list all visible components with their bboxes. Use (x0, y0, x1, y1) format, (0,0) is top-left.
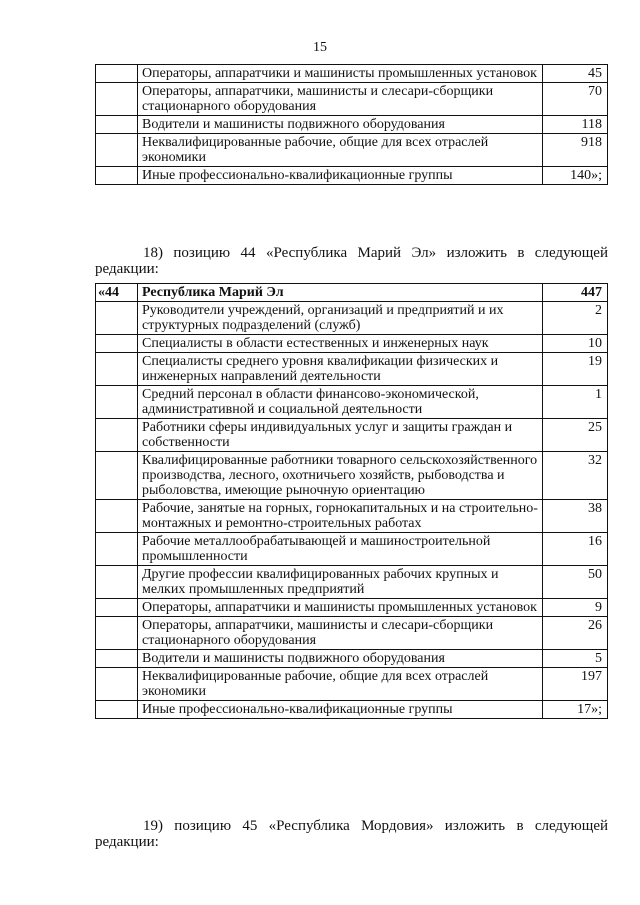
table-row (96, 353, 608, 386)
table-row (96, 302, 608, 335)
table-row (96, 566, 608, 599)
paragraph-18-line-2: редакции: (95, 261, 159, 277)
number-cell (96, 116, 138, 134)
table-row (96, 116, 608, 134)
position-number-cell: «44 (96, 284, 138, 302)
table-row (96, 83, 608, 116)
value-cell: 16 (543, 533, 608, 566)
group-label-cell: Рабочие, занятые на горных, горнокапитальных и на строительно-монтажных и ремонтно-строительных работах (138, 500, 543, 533)
value-cell: 10 (543, 335, 608, 353)
value-cell: 118 (543, 116, 608, 134)
mari-el-table (95, 283, 608, 719)
group-label-cell: Другие профессии квалифицированных рабочих крупных и мелких промышленных предприятий (138, 566, 543, 599)
number-cell (96, 167, 138, 185)
value-cell: 26 (543, 617, 608, 650)
group-label-cell: Неквалифицированные рабочие, общие для всех отраслей экономики (138, 134, 543, 167)
value-cell: 25 (543, 419, 608, 452)
group-label-cell: Иные профессионально-квалификационные группы (138, 167, 543, 185)
group-label-cell: Средний персонал в области финансово-экономической, административной и социальной деятельности (138, 386, 543, 419)
value-cell: 19 (543, 353, 608, 386)
top-table (95, 64, 608, 185)
paragraph-19-line-1: 19) позицию 45 «Республика Мордовия» изложить в следующей (143, 818, 608, 834)
group-label-cell: Неквалифицированные рабочие, общие для всех отраслей экономики (138, 668, 543, 701)
value-cell: 17»; (543, 701, 608, 719)
number-cell (96, 701, 138, 719)
number-cell (96, 65, 138, 83)
table-row (96, 599, 608, 617)
value-cell: 38 (543, 500, 608, 533)
group-label-cell: Операторы, аппаратчики, машинисты и слесари-сборщики стационарного оборудования (138, 83, 543, 116)
table-row (96, 617, 608, 650)
mari-el-table-body (96, 284, 608, 719)
group-label-cell: Операторы, аппаратчики, машинисты и слесари-сборщики стационарного оборудования (138, 617, 543, 650)
table-header-row (96, 284, 608, 302)
value-cell: 197 (543, 668, 608, 701)
region-name-cell: Республика Марий Эл (138, 284, 543, 302)
table-row (96, 386, 608, 419)
table-row (96, 335, 608, 353)
number-cell (96, 302, 138, 335)
group-label-cell: Рабочие металлообрабатывающей и машиностроительной промышленности (138, 533, 543, 566)
group-label-cell: Руководители учреждений, организаций и предприятий и их структурных подразделений (служб) (138, 302, 543, 335)
paragraph-18 (95, 245, 608, 277)
table-row (96, 701, 608, 719)
number-cell (96, 533, 138, 566)
table-row (96, 650, 608, 668)
group-label-cell: Иные профессионально-квалификационные группы (138, 701, 543, 719)
value-cell: 45 (543, 65, 608, 83)
value-cell: 5 (543, 650, 608, 668)
table-row (96, 452, 608, 500)
page-number: 15 (313, 40, 327, 55)
group-label-cell: Водители и машинисты подвижного оборудования (138, 650, 543, 668)
group-label-cell: Водители и машинисты подвижного оборудования (138, 116, 543, 134)
number-cell (96, 668, 138, 701)
value-cell: 50 (543, 566, 608, 599)
number-cell (96, 650, 138, 668)
number-cell (96, 419, 138, 452)
value-cell: 70 (543, 83, 608, 116)
number-cell (96, 599, 138, 617)
group-label-cell: Операторы, аппаратчики и машинисты промышленных установок (138, 65, 543, 83)
paragraph-19-line-2: редакции: (95, 834, 159, 850)
group-label-cell: Специалисты среднего уровня квалификации физических и инженерных направлений деятельности (138, 353, 543, 386)
top-table-body (96, 65, 608, 185)
value-cell: 2 (543, 302, 608, 335)
paragraph-18-line-1: 18) позицию 44 «Республика Марий Эл» изложить в следующей (143, 245, 608, 261)
group-label-cell: Операторы, аппаратчики и машинисты промышленных установок (138, 599, 543, 617)
table-row (96, 167, 608, 185)
value-cell: 918 (543, 134, 608, 167)
value-cell: 1 (543, 386, 608, 419)
group-label-cell: Специалисты в области естественных и инженерных наук (138, 335, 543, 353)
number-cell (96, 452, 138, 500)
number-cell (96, 335, 138, 353)
number-cell (96, 134, 138, 167)
table-row (96, 500, 608, 533)
number-cell (96, 386, 138, 419)
number-cell (96, 617, 138, 650)
table-row (96, 668, 608, 701)
table-row (96, 134, 608, 167)
group-label-cell: Квалифицированные работники товарного сельскохозяйственного производства, лесного, охотничьего хозяйств, рыбоводства и рыболовства, имеющие рыночную ориентацию (138, 452, 543, 500)
number-cell (96, 353, 138, 386)
number-cell (96, 500, 138, 533)
value-cell: 140»; (543, 167, 608, 185)
value-cell: 32 (543, 452, 608, 500)
table-row (96, 65, 608, 83)
region-total-cell: 447 (543, 284, 608, 302)
group-label-cell: Работники сферы индивидуальных услуг и защиты граждан и собственности (138, 419, 543, 452)
paragraph-19 (95, 818, 608, 850)
number-cell (96, 566, 138, 599)
table-row (96, 533, 608, 566)
value-cell: 9 (543, 599, 608, 617)
number-cell (96, 83, 138, 116)
table-row (96, 419, 608, 452)
